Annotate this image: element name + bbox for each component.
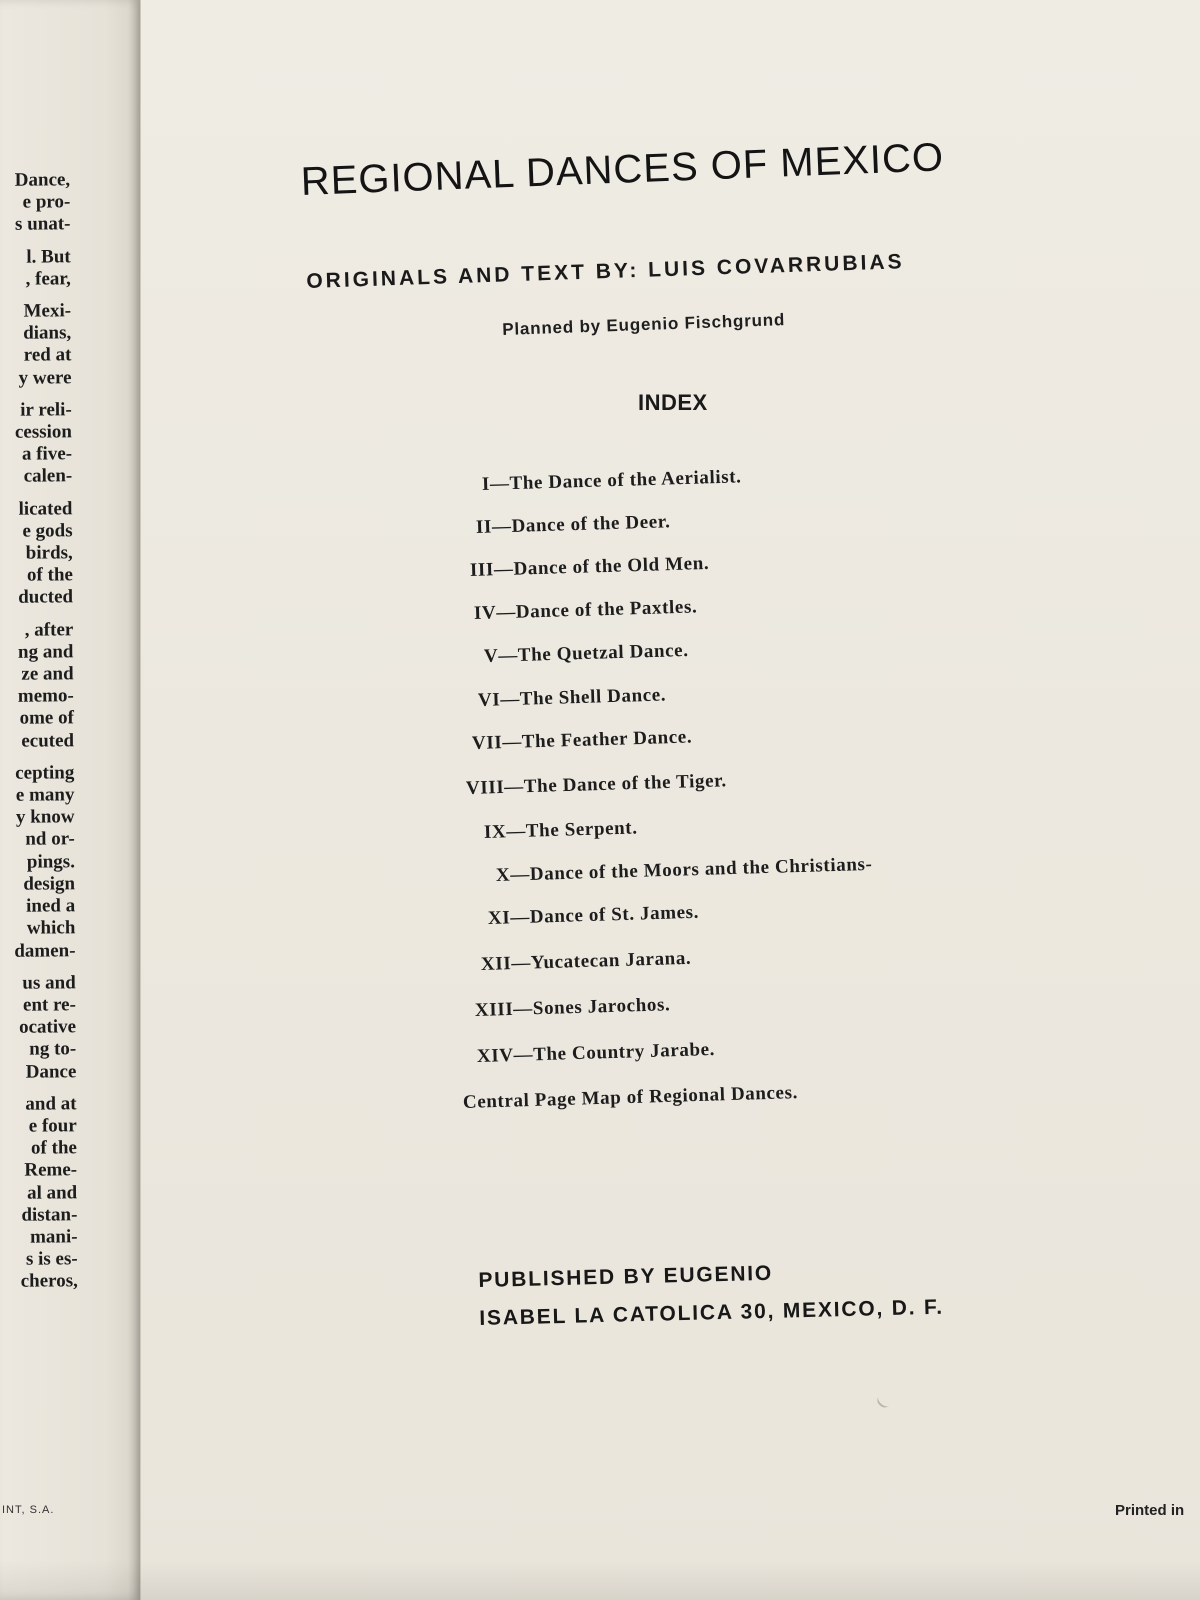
left-page-line: ocative bbox=[19, 1016, 77, 1038]
left-page-line: s unat- bbox=[14, 213, 71, 236]
index-item: V—The Quetzal Dance. bbox=[483, 639, 689, 667]
left-page-line: e many bbox=[15, 784, 75, 806]
left-page-line: l. But bbox=[26, 245, 71, 268]
page-title: REGIONAL DANCES OF MEXICO bbox=[300, 135, 945, 204]
left-page-line: distan- bbox=[21, 1204, 78, 1226]
left-page-footer: INT, S.A. bbox=[2, 1504, 55, 1516]
left-page-line: cepting bbox=[15, 762, 75, 784]
index-item: I—The Dance of the Aerialist. bbox=[481, 466, 742, 495]
left-page-line: Mexi- bbox=[23, 300, 72, 322]
left-page-line: , after bbox=[24, 618, 74, 641]
left-page-line: e gods bbox=[22, 520, 73, 542]
left-page-line: Dance bbox=[25, 1060, 77, 1083]
left-page-line: of the bbox=[30, 1137, 77, 1159]
index-item: VIII—The Dance of the Tiger. bbox=[465, 770, 728, 799]
left-page-line: ng to- bbox=[29, 1038, 77, 1060]
left-page-line: ze and bbox=[21, 663, 74, 685]
left-page-line: Dance, bbox=[14, 169, 71, 191]
left-page-line: ome of bbox=[19, 707, 74, 730]
left-page-line: y were bbox=[18, 366, 72, 389]
index-item: III—Dance of the Old Men. bbox=[469, 552, 710, 581]
left-page-line: ng and bbox=[17, 641, 74, 663]
index-item: XIV—The Country Jarabe. bbox=[476, 1038, 716, 1067]
left-page-line: red at bbox=[23, 344, 72, 367]
left-page-line: y know bbox=[15, 806, 75, 828]
left-page-line: cession bbox=[14, 421, 72, 443]
left-page-line: licated bbox=[18, 497, 73, 520]
left-page-line: Reme- bbox=[24, 1159, 78, 1181]
index-item: VII—The Feather Dance. bbox=[471, 726, 693, 754]
index-item: XI—Dance of St. James. bbox=[487, 901, 700, 929]
left-page-line: ecuted bbox=[21, 729, 75, 752]
planner-credit: Planned by Eugenio Fischgrund bbox=[502, 310, 786, 339]
left-page-line: design bbox=[23, 873, 76, 895]
left-page-line: mani- bbox=[29, 1226, 78, 1248]
author-credit: ORIGINALS AND TEXT BY: LUIS COVARRUBIAS bbox=[306, 250, 905, 293]
publisher-block bbox=[478, 1251, 944, 1338]
publisher-name: PUBLISHED BY EUGENIO bbox=[478, 1261, 774, 1292]
left-page-line: pings. bbox=[26, 850, 75, 873]
left-page-line: s is es- bbox=[25, 1248, 78, 1270]
left-page-line: ined a bbox=[26, 895, 76, 917]
left-page-line: dians, bbox=[23, 322, 72, 344]
index-item: Central Page Map of Regional Dances. bbox=[462, 1082, 799, 1113]
index-item: X—Dance of the Moors and the Christians- bbox=[495, 853, 873, 886]
left-page-line: a five- bbox=[21, 443, 73, 465]
left-page-line: cheros, bbox=[20, 1270, 78, 1293]
left-page-line: e pro- bbox=[22, 191, 71, 213]
left-page-line: , fear, bbox=[25, 268, 71, 290]
index-heading: INDEX bbox=[638, 390, 708, 415]
left-page-line: damen- bbox=[14, 939, 76, 962]
left-page-line: and at bbox=[25, 1093, 77, 1115]
index-item: VI—The Shell Dance. bbox=[477, 684, 667, 711]
left-page-line: ducted bbox=[18, 586, 74, 609]
index-item: XII—Yucatecan Jarana. bbox=[480, 947, 692, 975]
left-page-line: memo- bbox=[17, 685, 74, 707]
left-page-line: us and bbox=[22, 971, 76, 994]
index-item: IX—The Serpent. bbox=[483, 817, 638, 843]
left-page-line: ir reli- bbox=[20, 399, 72, 421]
index-item: IV—Dance of the Paxtles. bbox=[473, 596, 698, 624]
page-shadow bbox=[0, 1560, 1200, 1600]
left-page-line: nd or- bbox=[25, 828, 75, 851]
left-page-line: calen- bbox=[23, 465, 73, 488]
left-page-line: al and bbox=[26, 1181, 78, 1204]
left-page-line: e four bbox=[28, 1115, 77, 1137]
left-page-line: birds, bbox=[25, 542, 73, 564]
index-item: II—Dance of the Deer. bbox=[475, 511, 671, 538]
printed-in-note: Printed in bbox=[1115, 1502, 1185, 1519]
left-page-line: which bbox=[26, 917, 76, 939]
left-page-line: of the bbox=[26, 564, 73, 586]
index-item: XIII—Sones Jarochos. bbox=[474, 994, 671, 1021]
publisher-address: ISABEL LA CATOLICA 30, MEXICO, D. F. bbox=[479, 1295, 945, 1330]
left-page-line: ent re- bbox=[22, 994, 76, 1016]
